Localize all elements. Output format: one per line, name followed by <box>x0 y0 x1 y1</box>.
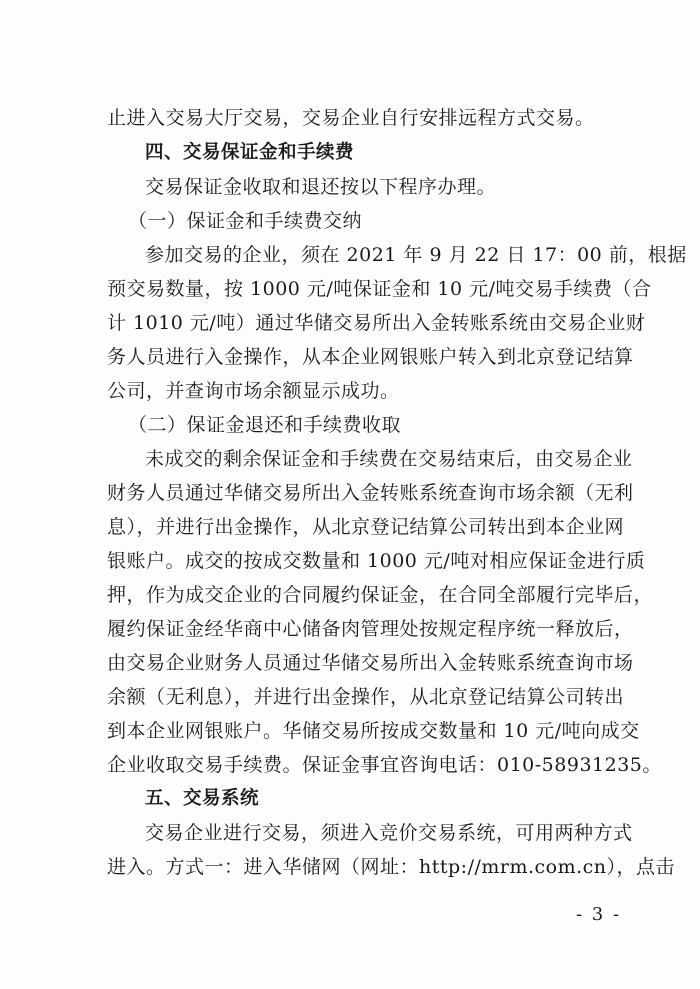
paragraph-line: 交易企业进行交易，须进入竞价交易系统，可用两种方式 <box>145 822 633 844</box>
paragraph-line: 企业收取交易手续费。保证金事宜咨询电话：010-58931235。 <box>107 754 662 776</box>
subsection-heading-payment: （一）保证金和手续费交纳 <box>128 210 363 232</box>
paragraph-line: 进入。方式一：进入华储网（网址：http://mrm.com.cn），点击 <box>107 856 676 878</box>
paragraph-line: 余额（无利息），并进行出金操作，从北京登记结算公司转出 <box>107 686 625 708</box>
paragraph-line: 交易保证金收取和退还按以下程序办理。 <box>145 176 497 198</box>
subsection-heading-refund: （二）保证金退还和手续费收取 <box>128 414 402 436</box>
section-heading-system: 五、交易系统 <box>145 788 260 809</box>
page-number: - 3 - <box>576 904 622 925</box>
paragraph-line: 押，作为成交企业的合同履约保证金，在合同全部履行完毕后， <box>107 584 654 606</box>
paragraph-line: 银账户。成交的按成交数量和 1000 元/吨对相应保证金进行质 <box>107 550 646 572</box>
paragraph-line: 参加交易的企业，须在 2021 年 9 月 22 日 17：00 前，根据 <box>145 244 687 266</box>
paragraph-line: 计 1010 元/吨）通过华储交易所出入金转账系统由交易企业财 <box>107 312 646 334</box>
paragraph-line: 息），并进行出金操作，从北京登记结算公司转出到本企业网 <box>107 516 625 538</box>
paragraph-line: 务人员进行入金操作，从本企业网银账户转入到北京登记结算 <box>107 346 634 368</box>
paragraph-line: 到本企业网银账户。华储交易所按成交数量和 10 元/吨向成交 <box>107 720 640 742</box>
paragraph-line: 履约保证金经华商中心储备肉管理处按规定程序统一释放后， <box>107 618 634 640</box>
paragraph-line: 公司，并查询市场余额显示成功。 <box>107 380 400 402</box>
paragraph-line: 由交易企业财务人员通过华储交易所出入金转账系统查询市场 <box>107 652 634 674</box>
paragraph-line: 财务人员通过华储交易所出入金转账系统查询市场余额（无利 <box>107 482 634 504</box>
paragraph-line: 止进入交易大厅交易，交易企业自行安排远程方式交易。 <box>107 107 595 129</box>
section-heading-fee: 四、交易保证金和手续费 <box>145 142 355 163</box>
paragraph-line: 未成交的剩余保证金和手续费在交易结束后，由交易企业 <box>145 448 633 470</box>
paragraph-line: 预交易数量，按 1000 元/吨保证金和 10 元/吨交易手续费（合 <box>107 278 652 300</box>
